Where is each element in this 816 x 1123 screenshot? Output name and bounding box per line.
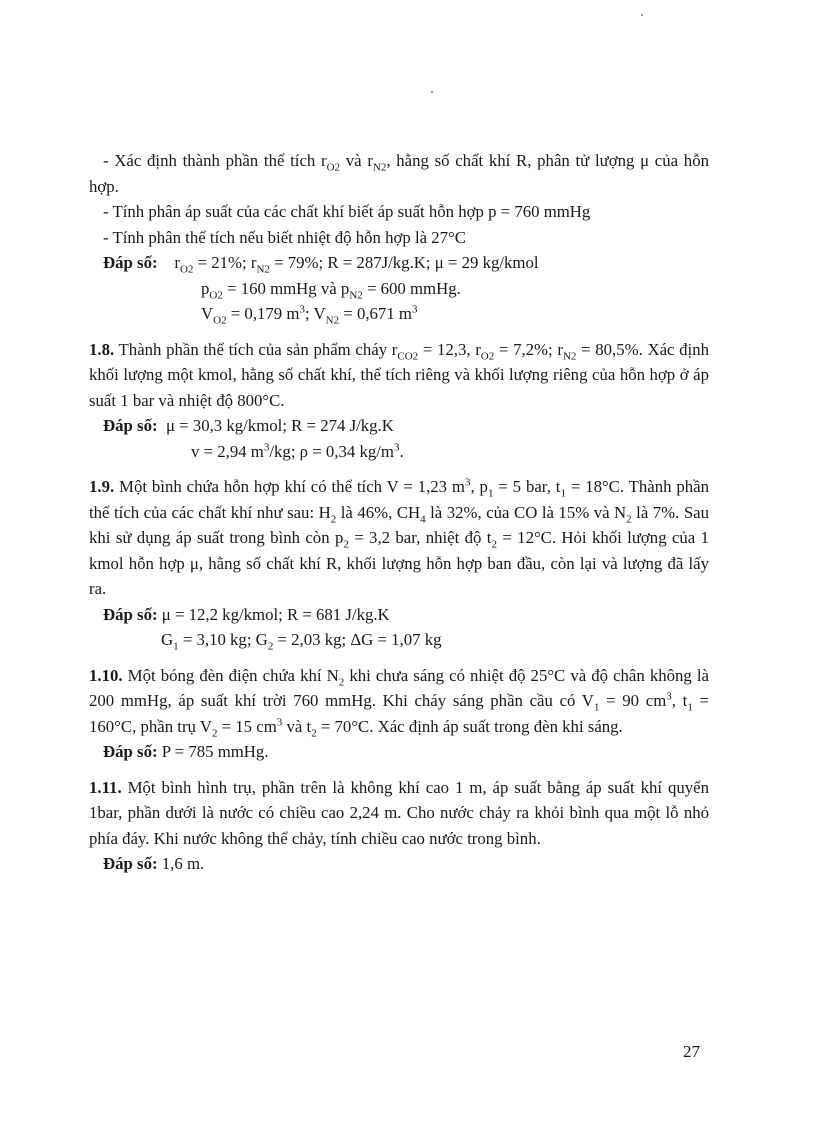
intro-line-1: - Xác định thành phần thể tích $r_{O2}$ và $r_{N2}$, hằng số chất khí R, phân tử lượng μ của hỗn hợp. — [89, 151, 709, 196]
answer-1-10 — [89, 739, 709, 765]
answer-label: Đáp số: — [103, 742, 158, 761]
answer-label: Đáp số: — [103, 416, 158, 435]
answer-1-11 — [89, 851, 709, 877]
answer-label: Đáp số: — [103, 253, 158, 272]
page-text — [89, 148, 709, 877]
answer-value: P = 785 mmHg. — [161, 742, 269, 761]
page-number: 27 — [683, 1042, 700, 1061]
answer-value: $G_1 = 3,10$ kg; $G_2 = 2,03$ kg; ΔG = 1,07 kg — [161, 630, 442, 653]
problem-1-9: 1.9. Một bình chứa hỗn hợp khí có thể tích V = 1,23 $m^3$, $p_1 = 5$ bar, $t_1 = 18^\circ C$. Thành phần thể tích của các chất khí như sau: $H_2$ là 46%, $CH_4$ là 32%, của CO là 15% và $N_2$ là 7%. Sau khi sử dụng áp suất trong bình còn $p_2 = 3,2$ bar, nhiệt độ $t_2 = 12^\circ C$. Hỏi khối lượng của 1 kmol hỗn hợp μ, hằng số chất khí R, khối lượng hỗn hợp ban đầu, còn lại và lượng đã lấy ra. — [89, 476, 710, 598]
answer-1-7 — [89, 250, 709, 327]
answer-value: $V_{O2} = 0,179$ $m^3$; $V_{N2} = 0,671$ $m^3$ — [201, 303, 418, 327]
problem-1-11: 1.11. Một bình hình trụ, phần trên là không khí cao 1 m, áp suất bằng áp suất khí quyển 1bar, phần dưới là nước có chiều cao 2,24 m. Cho nước chảy ra khỏi bình qua một lỗ nhỏ phía đáy. Khi nước không thể chảy, tính chiều cao nước trong bình. — [89, 777, 709, 848]
answer-value: μ = 30,3 kg/kmol; R = 274 J/kg.K — [165, 416, 394, 435]
answer-value: $p_{O2} = 160$ mmHg và $p_{N2} = 600$ mmHg. — [201, 278, 461, 301]
intro-line-3: - Tính phân thể tích nếu biết nhiệt độ hỗn hợp là 27°C — [103, 227, 466, 247]
answer-label: Đáp số: — [103, 604, 158, 624]
intro-line-2: - Tính phân áp suất của các chất khí biết áp suất hỗn hợp p = 760 mmHg — [103, 202, 591, 221]
problem-number: 1.11. — [89, 777, 122, 797]
problem-number: 1.9. — [89, 477, 115, 496]
answer-value: μ = 12,2 kg/kmol; R = 681 J/kg.K — [161, 604, 390, 624]
problem-number: 1.8. — [89, 339, 115, 359]
answer-1-8 — [89, 413, 709, 464]
problem-number: 1.10. — [89, 665, 123, 685]
answer-label: Đáp số: — [103, 854, 158, 873]
answer-value: $r_{O2} = 21\%$; $r_{N2} = 79\%$; R = 287J/kg.K; μ = 29 kg/kmol — [174, 253, 539, 276]
problem-1-10: 1.10. Một bóng đèn điện chứa khí $N_2$ khi chưa sáng có nhiệt độ 25°C và độ chân không là 200 mmHg, áp suất khí trời 760 mmHg. Khi cháy sáng phần cầu có $V_1 = 90$ $cm^3$, $t_1 = 160^\circ C$, phần trụ $V_2 = 15$ $cm^3$ và $t_2 = 70^\circ C$. Xác định áp suất trong đèn khi sáng. — [89, 665, 709, 739]
scan-speck — [431, 91, 433, 93]
scan-speck — [641, 14, 643, 16]
problem-1-8: 1.8. Thành phần thể tích của sản phẩm cháy $r_{CO2} = 12,3$, $r_{O2} = 7,2\%$; $r_{N2} = 80,5\%$. Xác định khối lượng một kmol, hằng số chất khí, thể tích riêng và khối lượng riêng của hỗn hợp ở áp suất 1 bar và nhiệt độ 800°C. — [89, 339, 709, 410]
answer-value: v = 2,94 $m^3/kg$; ρ = 0,34 $kg/m^3$. — [191, 440, 404, 461]
answer-value: 1,6 m. — [161, 854, 205, 873]
answer-1-9 — [89, 602, 709, 653]
